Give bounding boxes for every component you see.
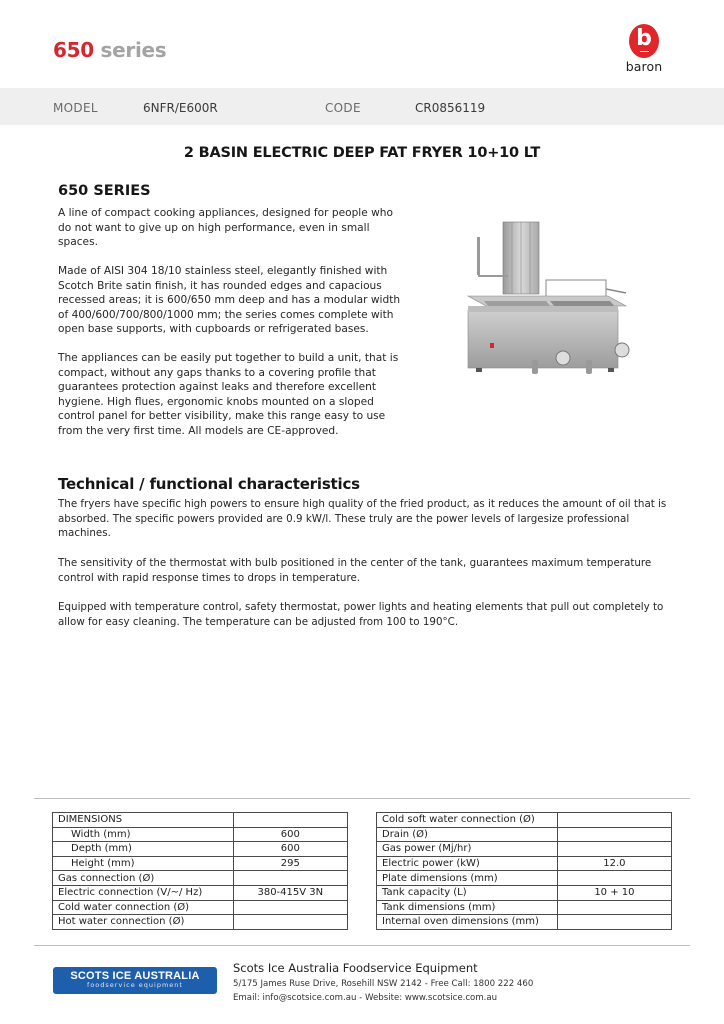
table-row	[53, 915, 348, 930]
spec-label: Hot water connection (Ø)	[53, 915, 234, 930]
technical-paragraph: The sensitivity of the thermostat with bulb positioned in the center of the tank, guarantees maximum temperature control with rapid response times to drops in temperature.	[58, 556, 652, 584]
series-description	[58, 206, 403, 453]
spec-label: Internal oven dimensions (mm)	[377, 915, 558, 930]
brand-name: baron	[625, 59, 663, 74]
spec-value	[557, 915, 671, 930]
spec-label: Cold soft water connection (Ø)	[377, 813, 558, 828]
table-row	[53, 885, 348, 900]
technical-description	[58, 497, 678, 644]
table-row	[53, 856, 348, 871]
spec-value	[233, 871, 347, 886]
spec-value	[557, 827, 671, 842]
series-title	[53, 38, 166, 62]
table-row	[53, 827, 348, 842]
spec-value: 10 + 10	[557, 885, 671, 900]
series-heading: 650 SERIES	[58, 183, 151, 199]
table-row	[377, 871, 672, 886]
spec-value	[557, 813, 671, 828]
table-row	[53, 900, 348, 915]
table-row	[53, 842, 348, 857]
spec-label: Electric power (kW)	[377, 856, 558, 871]
spec-label: Cold water connection (Ø)	[53, 900, 234, 915]
spec-label: Plate dimensions (mm)	[377, 871, 558, 886]
spec-value	[233, 915, 347, 930]
spec-value	[557, 900, 671, 915]
baron-logo	[622, 24, 666, 74]
spec-label: Width (mm)	[53, 827, 234, 842]
table-row	[377, 856, 672, 871]
spec-value: 600	[233, 842, 347, 857]
spec-table-right	[376, 812, 672, 930]
code-value: CR0856119	[415, 101, 486, 115]
series-number: 650	[53, 38, 94, 62]
model-value: 6NFR/E600R	[143, 101, 218, 115]
scots-ice-logo	[53, 967, 217, 994]
table-row	[377, 842, 672, 857]
spec-label: Electric connection (V/~/ Hz)	[53, 885, 234, 900]
footer-contact	[233, 961, 533, 1003]
code-label: CODE	[325, 101, 361, 115]
product-image	[458, 210, 630, 382]
table-row	[377, 885, 672, 900]
spec-label: DIMENSIONS	[53, 813, 234, 828]
table-row	[377, 813, 672, 828]
spec-label: Tank dimensions (mm)	[377, 900, 558, 915]
spec-label: Tank capacity (L)	[377, 885, 558, 900]
table-row	[377, 827, 672, 842]
series-paragraph: Made of AISI 304 18/10 stainless steel, elegantly finished with Scotch Brite satin finish, it has rounded edges and capacious recessed areas; it is 600/650 mm deep and has a modular width of 400/600/700/800/1000 mm; the series comes complete with open base supports, with cupboards or refrigerated bases.	[58, 265, 401, 335]
series-paragraph: The appliances can be easily put together to build a unit, that is compact, without any gaps thanks to a covering profile that guarantees protection against leaks and therefore excellent hygiene. High flues, ergonomic knobs mounted on a sloped control panel for better visibility, make this range easy to use from the very first time. All models are CE-approved.	[58, 352, 399, 437]
logo-main-text: SCOTS ICE AUSTRALIA	[70, 970, 200, 982]
spec-value: 12.0	[557, 856, 671, 871]
table-row	[53, 871, 348, 886]
spec-value	[557, 871, 671, 886]
divider	[34, 798, 690, 799]
spec-value: 295	[233, 856, 347, 871]
model-label: MODEL	[53, 101, 98, 115]
table-row	[377, 900, 672, 915]
technical-paragraph: The fryers have specific high powers to ensure high quality of the fried product, as it reduces the amount of oil that is absorbed. The specific powers provided are 0.9 kW/l. These truly are the power levels of largesize professional machines.	[58, 498, 667, 540]
spec-label: Depth (mm)	[53, 842, 234, 857]
spec-label: Gas power (Mj/hr)	[377, 842, 558, 857]
divider	[34, 945, 690, 946]
table-row	[53, 813, 348, 828]
table-row	[377, 915, 672, 930]
technical-paragraph: Equipped with temperature control, safety thermostat, power lights and heating elements that pull out completely to allow for easy cleaning. The temperature can be adjusted from 100 to 190°C.	[58, 600, 664, 628]
spec-table-left	[52, 812, 348, 930]
model-bar	[0, 88, 724, 125]
footer-contact-line: Email: info@scotsice.com.au - Website: www.scotsice.com.au	[233, 993, 498, 1003]
spec-value	[233, 900, 347, 915]
technical-heading: Technical / functional characteristics	[58, 475, 360, 493]
spec-label: Gas connection (Ø)	[53, 871, 234, 886]
fryer-illustration-icon	[458, 210, 630, 382]
series-word: series	[93, 38, 167, 62]
logo-sub-text: foodservice equipment	[87, 981, 183, 989]
spec-value	[557, 842, 671, 857]
series-paragraph: A line of compact cooking appliances, designed for people who do not want to give up on high performance, even in small spaces.	[58, 207, 393, 248]
spec-value: 380-415V 3N	[233, 885, 347, 900]
spec-label: Drain (Ø)	[377, 827, 558, 842]
spec-label: Height (mm)	[53, 856, 234, 871]
spec-value	[233, 813, 347, 828]
footer-address: 5/175 James Ruse Drive, Rosehill NSW 2142 - Free Call: 1800 222 460	[233, 979, 534, 989]
spec-value: 600	[233, 827, 347, 842]
footer-company: Scots Ice Australia Foodservice Equipment	[233, 961, 478, 975]
baron-logo-icon: b	[629, 24, 659, 58]
product-title: 2 BASIN ELECTRIC DEEP FAT FRYER 10+10 LT	[183, 145, 541, 161]
